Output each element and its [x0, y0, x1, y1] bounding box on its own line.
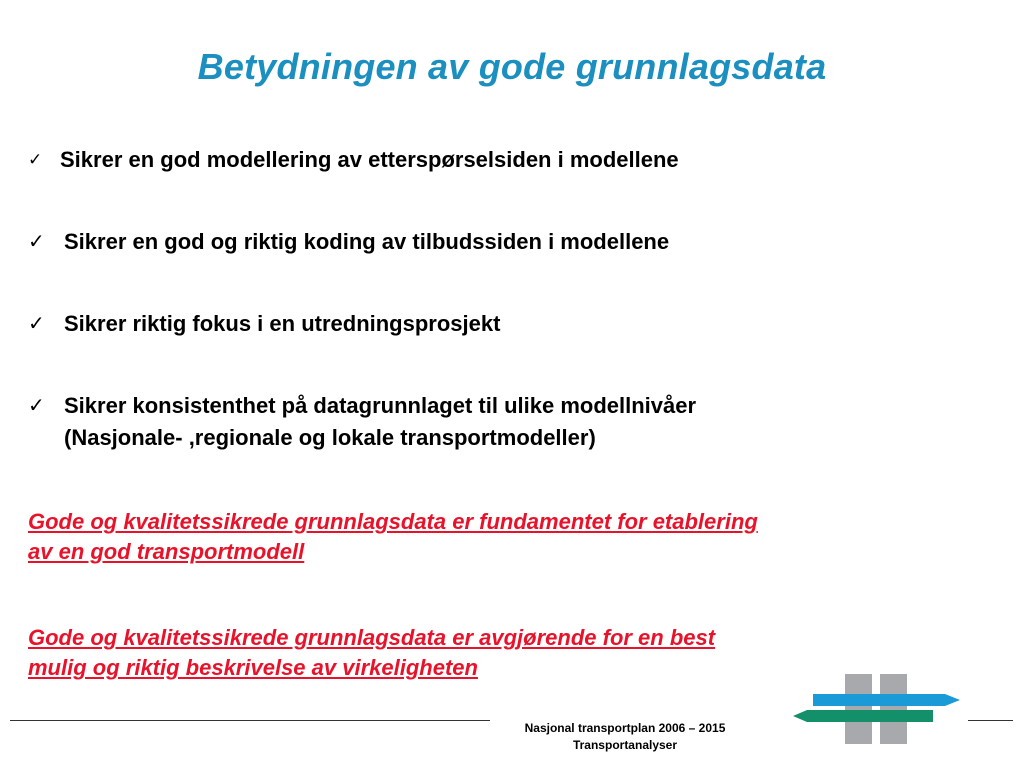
- highlight-line: av en god transportmodell: [28, 539, 305, 564]
- bullet-item: [28, 144, 679, 176]
- bullet-item: [28, 308, 500, 340]
- footer-line-2: Transportanalyser: [572, 738, 678, 752]
- checkmark-icon: ✓: [28, 150, 43, 169]
- bullet-item: [28, 226, 669, 258]
- checkmark-icon: ✓: [28, 395, 45, 417]
- footer-divider: [968, 720, 1013, 721]
- slide-title: Betydningen av gode grunnlagsdata: [197, 46, 827, 87]
- highlight-line: Gode og kvalitetssikrede grunnlagsdata er avgjørende for en best: [28, 625, 716, 650]
- checkmark-icon: ✓: [28, 313, 45, 335]
- highlight-line: Gode og kvalitetssikrede grunnlagsdata er fundamentet for etablering: [28, 509, 758, 534]
- bullet-text-line: (Nasjonale- ,regionale og lokale transportmodeller): [64, 425, 596, 450]
- footer: [480, 720, 770, 754]
- bullet-text: [64, 390, 696, 454]
- footer-line-1: Nasjonal transportplan 2006 – 2015: [524, 721, 726, 735]
- ntp-logo-icon: [785, 670, 965, 748]
- footer-divider: [10, 720, 490, 721]
- checkmark-icon: ✓: [28, 231, 45, 253]
- logo-gray-bar-left: [845, 674, 872, 744]
- logo-green-arrow: [793, 710, 933, 722]
- bullet-text: Sikrer en god og riktig koding av tilbudssiden i modellene: [64, 229, 670, 254]
- bullet-item: [28, 390, 696, 454]
- highlight-statement: [28, 507, 988, 567]
- bullet-text-line: Sikrer konsistenthet på datagrunnlaget til ulike modellnivåer: [64, 393, 697, 418]
- logo-gray-bar-right: [880, 674, 907, 744]
- bullet-text: Sikrer en god modellering av etterspørselsiden i modellene: [60, 147, 679, 172]
- bullet-text: Sikrer riktig fokus i en utredningsprosjekt: [64, 311, 501, 336]
- logo-blue-arrow: [813, 694, 960, 706]
- highlight-line: mulig og riktig beskrivelse av virkeligheten: [28, 655, 478, 680]
